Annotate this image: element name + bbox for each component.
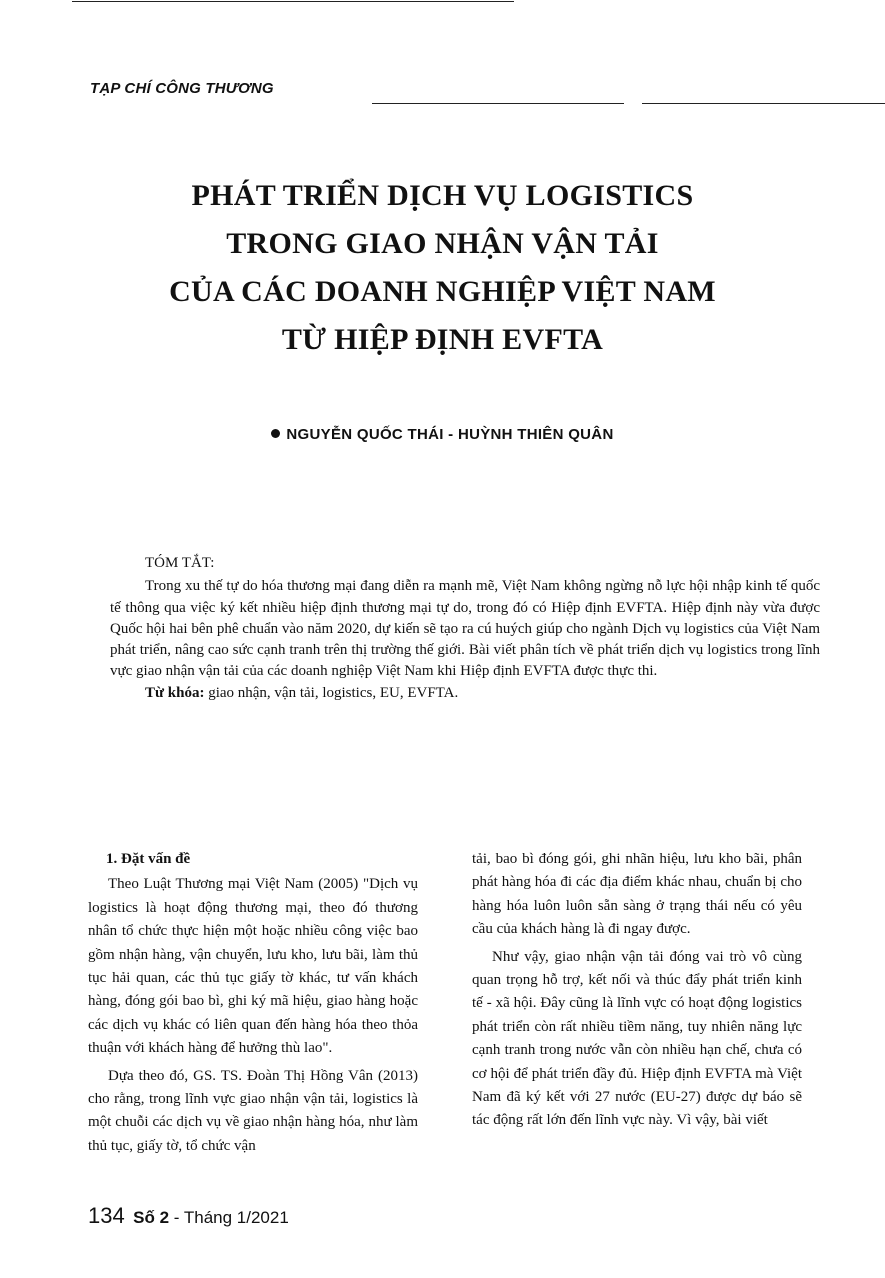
article-title xyxy=(60,172,825,364)
title-line-1: PHÁT TRIỂN DỊCH VỤ LOGISTICS xyxy=(191,179,694,212)
body-paragraph: Như vậy, giao nhận vận tải đóng vai trò vô cùng quan trọng hỗ trợ, kết nối và thúc đẩy phát triển kinh tế - xã hội. Đây cũng là lĩnh vực có hoạt động logistics phát triển còn rất nhiều tiềm năng, tuy nhiên năng lực cạnh tranh trong nước vẫn còn nhiều hạn chế, chưa có cơ hội để phát triển đầy đủ. Hiệp định EVFTA mà Việt Nam đã ký kết với 27 nước (EU-27) được dự báo sẽ tác động rất lớn đến lĩnh vực này. Vì vậy, bài viết xyxy=(472,948,802,1129)
body-paragraph: Theo Luật Thương mại Việt Nam (2005) "Dịch vụ logistics là hoạt động thương mại, theo đó thương nhân tổ chức thực hiện một hoặc nhiều công việc bao gồm nhận hàng, vận chuyển, lưu kho, lưu bãi, làm thủ tục hải quan, các thủ tục giấy tờ khác, tư vấn khách hàng, đóng gói bao bì, ghi ký mã hiệu, giao hàng hoặc các dịch vụ khác có liên quan đến hàng hóa theo thỏa thuận với khách hàng để hưởng thù lao". xyxy=(88,876,418,1057)
body-paragraph: Dựa theo đó, GS. TS. Đoàn Thị Hồng Vân (2013) cho rằng, trong lĩnh vực giao nhận vận tải, logistics là một chuỗi các dịch vụ về giao nhận hàng hóa, như làm thủ tục, giấy tờ, tổ chức vận xyxy=(88,1067,418,1154)
abstract-section xyxy=(110,553,820,704)
keywords-line xyxy=(110,683,820,704)
journal-name: TẠP CHÍ CÔNG THƯƠNG xyxy=(90,80,274,97)
authors-line xyxy=(0,426,885,443)
issue-date: - Tháng 1/2021 xyxy=(169,1208,289,1227)
page-number: 134 xyxy=(88,1203,125,1228)
section-heading: 1. Đặt vấn đề xyxy=(106,851,191,867)
body-paragraph-continued: tải, bao bì đóng gói, ghi nhãn hiệu, lưu kho bãi, phân phát hàng hóa đi các địa điểm khác nhau, chuẩn bị cho hàng hóa luôn luôn sẵn sàng ở trạng thái nếu có yêu cầu của khách hàng là đi ngay được. xyxy=(472,851,802,938)
header-rule-middle xyxy=(372,103,624,104)
keywords-label: Từ khóa: xyxy=(145,684,205,701)
bullet-dot-icon xyxy=(271,429,280,438)
page-footer xyxy=(88,1203,289,1229)
issue-label: Số 2 xyxy=(133,1208,170,1227)
title-line-4: TỪ HIỆP ĐỊNH EVFTA xyxy=(281,323,604,356)
body-column-left xyxy=(88,848,418,1162)
authors: NGUYỄN QUỐC THÁI - HUỲNH THIÊN QUÂN xyxy=(286,426,614,443)
title-line-2: TRONG GIAO NHẬN VẬN TẢI xyxy=(226,227,659,260)
top-rule-left xyxy=(72,1,514,2)
keywords: giao nhận, vận tải, logistics, EU, EVFTA. xyxy=(204,684,459,701)
header-rule-right xyxy=(642,103,885,104)
issue-info xyxy=(133,1208,289,1227)
abstract-text: Trong xu thế tự do hóa thương mại đang diễn ra mạnh mẽ, Việt Nam không ngừng nỗ lực hội nhập kinh tế quốc tế thông qua việc ký kết nhiều hiệp định thương mại tự do, trong đó có Hiệp định EVFTA. Hiệp định này vừa được Quốc hội hai bên phê chuẩn vào năm 2020, dự kiến sẽ tạo ra cú huých giúp cho ngành Dịch vụ logistics của Việt Nam phát triển, nâng cao sức cạnh tranh trên thị trường thế giới. Bài viết phân tích về phát triển dịch vụ logistics trong lĩnh vực giao nhận vận tải của các doanh nghiệp Việt Nam khi Hiệp định EVFTA được thực thi. xyxy=(110,578,820,680)
abstract-heading: TÓM TẮT: xyxy=(145,555,215,571)
body-column-right xyxy=(472,848,802,1137)
title-line-3: CỦA CÁC DOANH NGHIỆP VIỆT NAM xyxy=(169,275,716,308)
